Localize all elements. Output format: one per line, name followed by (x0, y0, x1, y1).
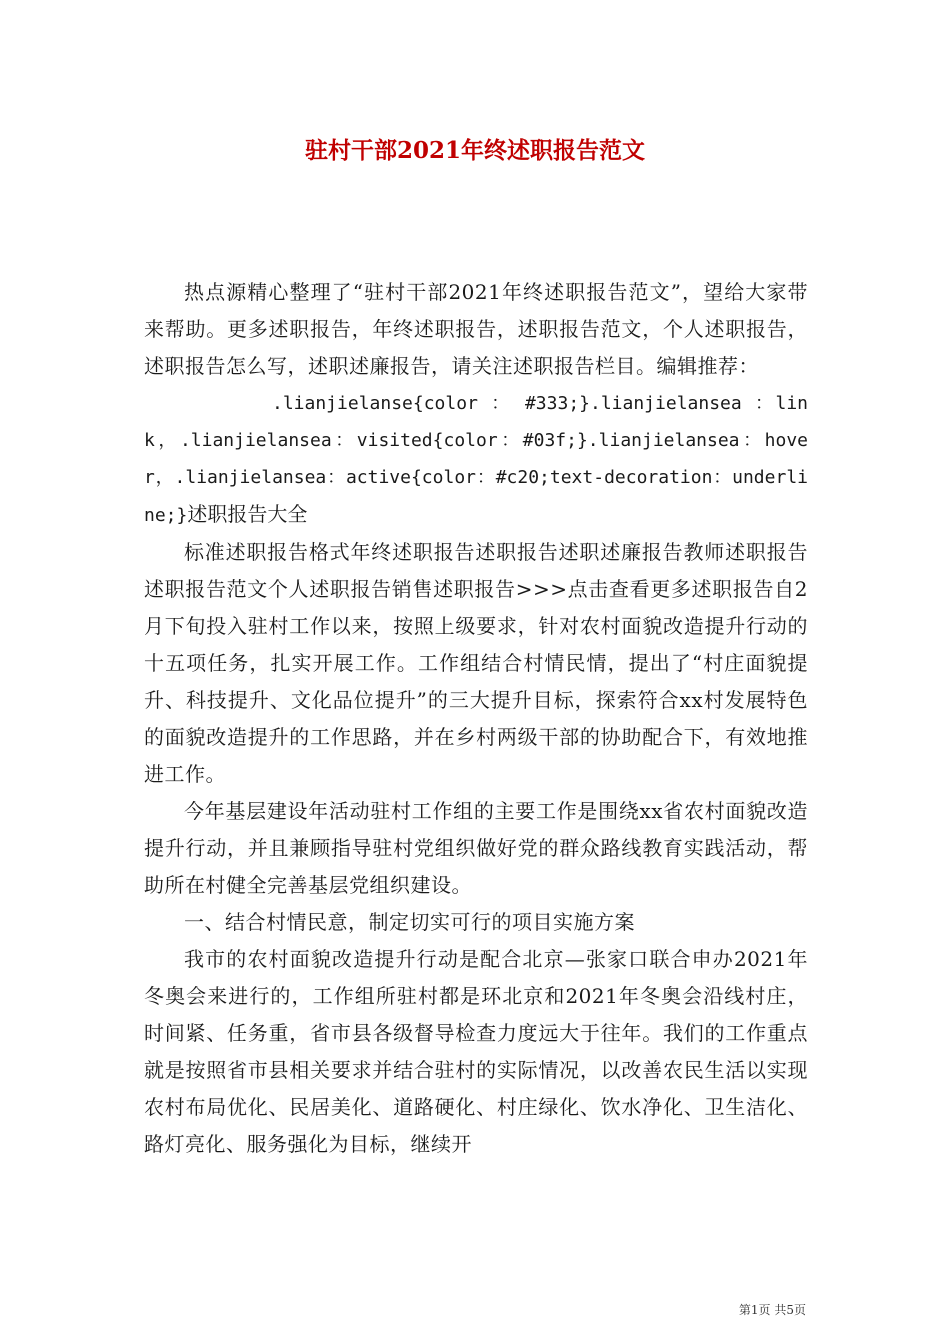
work-summary-paragraph: 标准述职报告格式年终述职报告述职报告述职述廉报告教师述职报告述职报告范文个人述职报告销售述职报告>>>点击查看更多述职报告自2月下旬投入驻村工作以来，按照上级要求，针对农村面貌改造提升行动的十五项任务，扎实开展工作。工作组结合村情民情，提出了“村庄面貌提升、科技提升、文化品位提升”的三大提升目标，探索符合xx村发展特色的面貌改造提升的工作思路，并在乡村两级干部的协助配合下，有效地推进工作。 (144, 540, 808, 786)
section-heading-1: 一、结合村情民意，制定切实可行的项目实施方案 (184, 910, 635, 934)
css-code-text: .lianjielanse{color ： #333;}.lianjielansea ：link，.lianjielansea：visited{color：#03f;}.lianjielansea：hover，.lianjielansea：active{color：#c20;text-decoration：underline;} (144, 393, 808, 526)
main-work-paragraph: 今年基层建设年活动驻村工作组的主要工作是围绕xx省农村面貌改造提升行动，并且兼顾指导驻村党组织做好党的群众路线教育实践活动，帮助所在村健全完善基层党组织建设。 (144, 799, 808, 897)
document-title: 驻村干部2021年终述职报告范文 (304, 137, 645, 164)
document-body (144, 274, 808, 1163)
page-number: 第1页 共5页 (738, 1303, 806, 1317)
css-code-paragraph (144, 385, 808, 534)
project-plan-paragraph: 我市的农村面貌改造提升行动是配合北京—张家口联合申办2021年冬奥会来进行的，工作组所驻村都是环北京和2021年冬奥会沿线村庄，时间紧、任务重，省市县各级督导检查力度远大于往年。我们的工作重点就是按照省市县相关要求并结合驻村的实际情况，以改善农民生活以实现农村布局优化、民居美化、道路硬化、村庄绿化、饮水净化、卫生洁化、路灯亮化、服务强化为目标，继续开 (144, 947, 808, 1156)
intro-paragraph: 热点源精心整理了“驻村干部2021年终述职报告范文”，望给大家带来帮助。更多述职报告，年终述职报告，述职报告范文，个人述职报告，述职报告怎么写，述职述廉报告，请关注述职报告栏目。编辑推荐： (144, 280, 808, 378)
report-collection-text: 述职报告大全 (187, 502, 308, 526)
